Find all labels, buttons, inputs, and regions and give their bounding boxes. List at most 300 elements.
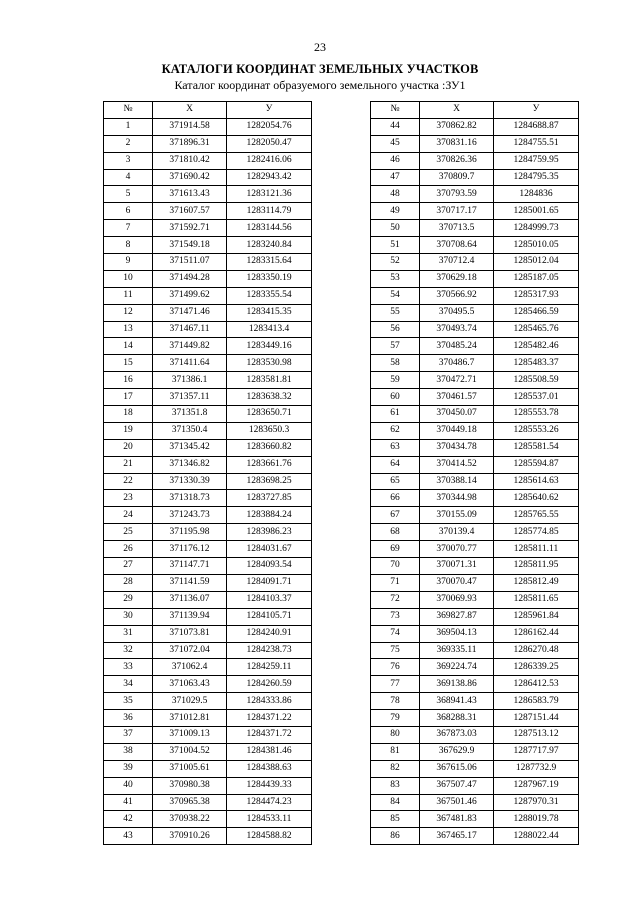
table-row: [371, 406, 579, 423]
cell-number: 22: [104, 473, 153, 490]
cell-number: 1: [104, 118, 153, 135]
cell-number: 60: [371, 389, 420, 406]
cell-number: 8: [104, 237, 153, 254]
cell-y: 1287970.31: [494, 794, 579, 811]
cell-x: 367629.9: [420, 743, 494, 760]
table-row: [104, 726, 312, 743]
cell-x: 370910.26: [153, 828, 227, 845]
cell-y: 1287732.9: [494, 760, 579, 777]
cell-y: 1285508.59: [494, 372, 579, 389]
cell-x: 370069.93: [420, 591, 494, 608]
cell-x: 367873.03: [420, 726, 494, 743]
table-row: [104, 541, 312, 558]
cell-number: 2: [104, 135, 153, 152]
cell-number: 78: [371, 693, 420, 710]
table-row: [104, 304, 312, 321]
cell-number: 55: [371, 304, 420, 321]
cell-x: 370485.24: [420, 338, 494, 355]
cell-y: 1283650.71: [227, 406, 312, 423]
cell-number: 80: [371, 726, 420, 743]
cell-number: 69: [371, 541, 420, 558]
table-row: [371, 422, 579, 439]
table-row: [104, 490, 312, 507]
table-row: [371, 676, 579, 693]
table-row: [371, 558, 579, 575]
cell-x: 370938.22: [153, 811, 227, 828]
cell-number: 6: [104, 203, 153, 220]
cell-x: 370449.18: [420, 422, 494, 439]
cell-x: 370388.14: [420, 473, 494, 490]
table-row: [104, 693, 312, 710]
cell-y: 1284091.71: [227, 574, 312, 591]
cell-number: 66: [371, 490, 420, 507]
cell-x: 370155.09: [420, 507, 494, 524]
cell-number: 77: [371, 676, 420, 693]
table-row: [104, 473, 312, 490]
cell-y: 1284474.23: [227, 794, 312, 811]
table-row: [104, 186, 312, 203]
table-row: [371, 811, 579, 828]
cell-number: 32: [104, 642, 153, 659]
table-row: [104, 828, 312, 845]
cell-y: 1285537.01: [494, 389, 579, 406]
cell-y: 1285581.54: [494, 439, 579, 456]
table-row: [104, 507, 312, 524]
cell-number: 62: [371, 422, 420, 439]
cell-x: 370708.64: [420, 237, 494, 254]
cell-x: 371494.28: [153, 270, 227, 287]
page-number: 23: [314, 40, 326, 54]
cell-number: 28: [104, 574, 153, 591]
cell-x: 371005.61: [153, 760, 227, 777]
table-row: [104, 169, 312, 186]
cell-y: 1285614.63: [494, 473, 579, 490]
cell-number: 30: [104, 608, 153, 625]
cell-x: 369138.86: [420, 676, 494, 693]
table-row: [371, 270, 579, 287]
table-row: [371, 118, 579, 135]
catalog-subtitle: Каталог координат образуемого земельного участка :ЗУ1: [174, 78, 466, 92]
cell-y: 1284031.67: [227, 541, 312, 558]
cell-number: 35: [104, 693, 153, 710]
cell-number: 53: [371, 270, 420, 287]
table-row: [104, 338, 312, 355]
table-row: [371, 237, 579, 254]
cell-number: 40: [104, 777, 153, 794]
cell-x: 371449.82: [153, 338, 227, 355]
cell-y: 1284103.37: [227, 591, 312, 608]
table-row: [104, 372, 312, 389]
cell-number: 25: [104, 524, 153, 541]
cell-y: 1283638.32: [227, 389, 312, 406]
cell-x: 370414.52: [420, 456, 494, 473]
cell-number: 31: [104, 625, 153, 642]
cell-x: 371195.98: [153, 524, 227, 541]
cell-x: 371346.82: [153, 456, 227, 473]
cell-x: 371004.52: [153, 743, 227, 760]
cell-number: 7: [104, 220, 153, 237]
cell-x: 370070.77: [420, 541, 494, 558]
cell-y: 1284259.11: [227, 659, 312, 676]
cell-y: 1285483.37: [494, 355, 579, 372]
cell-y: 1284755.51: [494, 135, 579, 152]
cell-y: 1285765.55: [494, 507, 579, 524]
cell-number: 67: [371, 507, 420, 524]
cell-y: 1284381.46: [227, 743, 312, 760]
table-row: [104, 321, 312, 338]
cell-x: 370461.57: [420, 389, 494, 406]
cell-x: 370793.59: [420, 186, 494, 203]
cell-x: 370493.74: [420, 321, 494, 338]
cell-x: 371243.73: [153, 507, 227, 524]
cell-x: 370472.71: [420, 372, 494, 389]
cell-number: 18: [104, 406, 153, 423]
coordinates-table-right: [370, 101, 579, 845]
cell-y: 1283884.24: [227, 507, 312, 524]
cell-y: 1288022.44: [494, 828, 579, 845]
cell-y: 1285812.49: [494, 574, 579, 591]
cell-y: 1285594.87: [494, 456, 579, 473]
table-row: [371, 169, 579, 186]
cell-y: 1284371.22: [227, 710, 312, 727]
cell-y: 1283530.98: [227, 355, 312, 372]
page-title: КАТАЛОГИ КООРДИНАТ ЗЕМЕЛЬНЫХ УЧАСТКОВ: [161, 62, 479, 76]
table-row: [371, 625, 579, 642]
cell-y: 1283581.81: [227, 372, 312, 389]
table-row: [371, 389, 579, 406]
table-row: [371, 473, 579, 490]
cell-number: 56: [371, 321, 420, 338]
cell-y: 1284093.54: [227, 558, 312, 575]
cell-x: 370071.31: [420, 558, 494, 575]
table-row: [104, 152, 312, 169]
table-row: [371, 186, 579, 203]
cell-x: 370712.4: [420, 254, 494, 271]
cell-y: 1284238.73: [227, 642, 312, 659]
table-row: [104, 287, 312, 304]
cell-x: 371073.81: [153, 625, 227, 642]
cell-y: 1287151.44: [494, 710, 579, 727]
cell-number: 64: [371, 456, 420, 473]
cell-y: 1287967.19: [494, 777, 579, 794]
cell-y: 1284836: [494, 186, 579, 203]
cell-x: 367465.17: [420, 828, 494, 845]
cell-x: 367507.47: [420, 777, 494, 794]
cell-y: 1283315.64: [227, 254, 312, 271]
cell-y: 1283144.56: [227, 220, 312, 237]
cell-x: 368941.43: [420, 693, 494, 710]
cell-x: 371350.4: [153, 422, 227, 439]
cell-y: 1284371.72: [227, 726, 312, 743]
cell-y: 1285640.62: [494, 490, 579, 507]
cell-number: 26: [104, 541, 153, 558]
table-row: [371, 220, 579, 237]
table-row: [104, 422, 312, 439]
cell-x: 370434.78: [420, 439, 494, 456]
column-header-x: X: [420, 102, 494, 119]
cell-x: 371357.11: [153, 389, 227, 406]
cell-x: 369827.87: [420, 608, 494, 625]
table-row: [104, 406, 312, 423]
cell-number: 59: [371, 372, 420, 389]
cell-x: 370826.36: [420, 152, 494, 169]
cell-y: 1285187.05: [494, 270, 579, 287]
cell-x: 371499.62: [153, 287, 227, 304]
cell-x: 371009.13: [153, 726, 227, 743]
cell-y: 1286412.53: [494, 676, 579, 693]
table-row: [371, 574, 579, 591]
table-body-right: [371, 118, 579, 844]
cell-number: 19: [104, 422, 153, 439]
table-row: [371, 659, 579, 676]
cell-x: 369504.13: [420, 625, 494, 642]
table-row: [371, 743, 579, 760]
cell-number: 61: [371, 406, 420, 423]
cell-y: 1286162.44: [494, 625, 579, 642]
cell-number: 16: [104, 372, 153, 389]
cell-y: 1285001.65: [494, 203, 579, 220]
table-row: [104, 743, 312, 760]
table-row: [371, 777, 579, 794]
cell-number: 71: [371, 574, 420, 591]
cell-x: 367481.83: [420, 811, 494, 828]
table-row: [104, 676, 312, 693]
table-row: [104, 794, 312, 811]
cell-x: 370070.47: [420, 574, 494, 591]
cell-number: 57: [371, 338, 420, 355]
cell-y: 1284260.59: [227, 676, 312, 693]
table-row: [104, 608, 312, 625]
column-header-y: У: [227, 102, 312, 119]
cell-x: 370965.38: [153, 794, 227, 811]
table-row: [104, 811, 312, 828]
cell-number: 46: [371, 152, 420, 169]
cell-y: 1283727.85: [227, 490, 312, 507]
table-row: [104, 389, 312, 406]
cell-number: 79: [371, 710, 420, 727]
cell-x: 370566.92: [420, 287, 494, 304]
table-row: [371, 507, 579, 524]
cell-number: 72: [371, 591, 420, 608]
cell-x: 371914.58: [153, 118, 227, 135]
cell-y: 1283986.23: [227, 524, 312, 541]
cell-number: 65: [371, 473, 420, 490]
table-row: [371, 152, 579, 169]
cell-x: 367501.46: [420, 794, 494, 811]
cell-x: 368288.31: [420, 710, 494, 727]
cell-y: 1283661.76: [227, 456, 312, 473]
table-row: [371, 760, 579, 777]
table-row: [371, 304, 579, 321]
table-row: [104, 574, 312, 591]
table-row: [371, 321, 579, 338]
cell-y: 1285774.85: [494, 524, 579, 541]
cell-number: 3: [104, 152, 153, 169]
cell-number: 76: [371, 659, 420, 676]
cell-number: 58: [371, 355, 420, 372]
cell-x: 370713.5: [420, 220, 494, 237]
cell-number: 49: [371, 203, 420, 220]
cell-y: 1283121.36: [227, 186, 312, 203]
cell-x: 371318.73: [153, 490, 227, 507]
table-row: [371, 608, 579, 625]
cell-number: 29: [104, 591, 153, 608]
cell-x: 371072.04: [153, 642, 227, 659]
cell-y: 1283114.79: [227, 203, 312, 220]
table-row: [371, 203, 579, 220]
cell-number: 10: [104, 270, 153, 287]
cell-x: 371330.39: [153, 473, 227, 490]
cell-number: 43: [104, 828, 153, 845]
cell-y: 1285010.05: [494, 237, 579, 254]
cell-y: 1286270.48: [494, 642, 579, 659]
table-row: [371, 355, 579, 372]
cell-y: 1288019.78: [494, 811, 579, 828]
cell-y: 1283240.84: [227, 237, 312, 254]
cell-x: 370139.4: [420, 524, 494, 541]
cell-x: 370450.07: [420, 406, 494, 423]
cell-y: 1282416.06: [227, 152, 312, 169]
cell-y: 1283355.54: [227, 287, 312, 304]
cell-number: 45: [371, 135, 420, 152]
cell-number: 5: [104, 186, 153, 203]
table-row: [104, 760, 312, 777]
cell-y: 1283449.16: [227, 338, 312, 355]
table-row: [371, 541, 579, 558]
table-row: [104, 777, 312, 794]
cell-number: 68: [371, 524, 420, 541]
cell-x: 370344.98: [420, 490, 494, 507]
table-row: [371, 456, 579, 473]
cell-y: 1285482.46: [494, 338, 579, 355]
table-row: [104, 254, 312, 271]
cell-y: 1282050.47: [227, 135, 312, 152]
cell-x: 371345.42: [153, 439, 227, 456]
cell-number: 23: [104, 490, 153, 507]
table-row: [104, 439, 312, 456]
cell-number: 54: [371, 287, 420, 304]
table-row: [371, 338, 579, 355]
cell-y: 1284588.82: [227, 828, 312, 845]
cell-number: 82: [371, 760, 420, 777]
cell-y: 1285811.95: [494, 558, 579, 575]
table-row: [104, 710, 312, 727]
cell-x: 371029.5: [153, 693, 227, 710]
cell-y: 1285961.84: [494, 608, 579, 625]
column-header-y: У: [494, 102, 579, 119]
cell-x: 367615.06: [420, 760, 494, 777]
cell-y: 1284240.91: [227, 625, 312, 642]
cell-x: 370831.16: [420, 135, 494, 152]
cell-number: 20: [104, 439, 153, 456]
table-row: [371, 490, 579, 507]
cell-y: 1285466.59: [494, 304, 579, 321]
cell-number: 34: [104, 676, 153, 693]
cell-y: 1283415.35: [227, 304, 312, 321]
cell-x: 371139.94: [153, 608, 227, 625]
cell-number: 15: [104, 355, 153, 372]
table-row: [104, 625, 312, 642]
cell-y: 1284688.87: [494, 118, 579, 135]
table-row: [104, 220, 312, 237]
cell-number: 21: [104, 456, 153, 473]
cell-x: 369335.11: [420, 642, 494, 659]
cell-number: 9: [104, 254, 153, 271]
cell-y: 1285553.26: [494, 422, 579, 439]
cell-number: 11: [104, 287, 153, 304]
cell-x: 371810.42: [153, 152, 227, 169]
cell-y: 1284759.95: [494, 152, 579, 169]
cell-number: 74: [371, 625, 420, 642]
cell-x: 371386.1: [153, 372, 227, 389]
table-row: [104, 642, 312, 659]
cell-number: 13: [104, 321, 153, 338]
cell-number: 70: [371, 558, 420, 575]
cell-y: 1283413.4: [227, 321, 312, 338]
cell-x: 371062.4: [153, 659, 227, 676]
cell-x: 371467.11: [153, 321, 227, 338]
cell-x: 371592.71: [153, 220, 227, 237]
cell-number: 48: [371, 186, 420, 203]
cell-x: 371136.07: [153, 591, 227, 608]
table-row: [104, 456, 312, 473]
table-row: [371, 254, 579, 271]
table-body-left: [104, 118, 312, 844]
cell-number: 83: [371, 777, 420, 794]
cell-x: 370495.5: [420, 304, 494, 321]
cell-number: 37: [104, 726, 153, 743]
table-row: [371, 794, 579, 811]
cell-number: 36: [104, 710, 153, 727]
cell-y: 1284533.11: [227, 811, 312, 828]
cell-x: 371063.43: [153, 676, 227, 693]
cell-number: 73: [371, 608, 420, 625]
table-row: [371, 439, 579, 456]
cell-number: 38: [104, 743, 153, 760]
cell-y: 1287513.12: [494, 726, 579, 743]
cell-y: 1284388.63: [227, 760, 312, 777]
cell-y: 1285811.11: [494, 541, 579, 558]
table-row: [371, 591, 579, 608]
cell-x: 371607.57: [153, 203, 227, 220]
cell-x: 371176.12: [153, 541, 227, 558]
cell-number: 51: [371, 237, 420, 254]
cell-number: 14: [104, 338, 153, 355]
table-row: [104, 203, 312, 220]
cell-y: 1284795.35: [494, 169, 579, 186]
cell-number: 12: [104, 304, 153, 321]
cell-x: 371511.07: [153, 254, 227, 271]
table-header-row: [371, 102, 579, 119]
table-row: [371, 524, 579, 541]
table-header-row: [104, 102, 312, 119]
cell-number: 86: [371, 828, 420, 845]
cell-number: 84: [371, 794, 420, 811]
cell-number: 17: [104, 389, 153, 406]
table-row: [371, 828, 579, 845]
cell-y: 1283698.25: [227, 473, 312, 490]
cell-y: 1287717.97: [494, 743, 579, 760]
cell-x: 371690.42: [153, 169, 227, 186]
table-row: [104, 591, 312, 608]
cell-number: 41: [104, 794, 153, 811]
cell-number: 24: [104, 507, 153, 524]
cell-number: 81: [371, 743, 420, 760]
table-row: [104, 270, 312, 287]
cell-y: 1283350.19: [227, 270, 312, 287]
table-row: [371, 642, 579, 659]
cell-number: 75: [371, 642, 420, 659]
